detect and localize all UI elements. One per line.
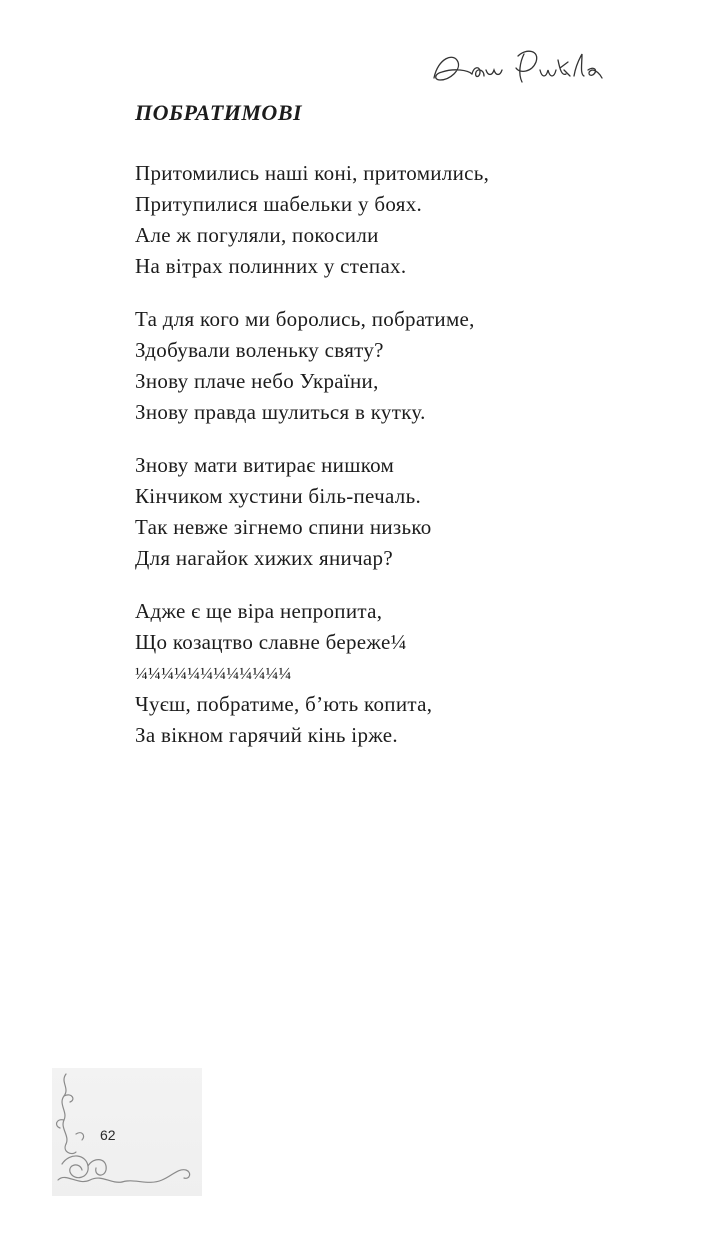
stanza-4 bbox=[135, 596, 489, 751]
poem-line: Для нагайок хижих яничар? bbox=[135, 546, 393, 570]
poem-line: Кінчиком хустини біль-печаль. bbox=[135, 484, 421, 508]
stanza-1 bbox=[135, 158, 489, 282]
poem-line: Знову мати витирає нишком bbox=[135, 453, 395, 477]
poem-line: Що козацтво славне береже¼ bbox=[135, 630, 407, 654]
poem-line: Чуєш, побратиме, б’ють копита, bbox=[135, 692, 433, 716]
poem-line: Так невже зігнемо спини низько bbox=[135, 515, 432, 539]
poem-line: Та для кого ми боролись, побратиме, bbox=[135, 307, 475, 331]
poem-line: За вікном гарячий кінь ірже. bbox=[135, 723, 398, 747]
stanza-3 bbox=[135, 450, 489, 574]
page-number: 62 bbox=[100, 1127, 116, 1143]
poem-line: Адже є ще віра непропита, bbox=[135, 599, 383, 623]
corner-ornament bbox=[52, 1068, 202, 1196]
flourish-icon bbox=[52, 1068, 202, 1196]
poem-line: На вітрах полинних у степах. bbox=[135, 254, 407, 278]
poem-line-placeholder: ¼¼¼¼¼¼¼¼¼¼¼¼ bbox=[135, 664, 292, 683]
author-signature bbox=[428, 40, 608, 96]
poem-body bbox=[135, 158, 489, 773]
poem-line: Але ж погуляли, покосили bbox=[135, 223, 379, 247]
poem-line: Здобували воленьку святу? bbox=[135, 338, 384, 362]
poem-line: Притупилися шабельки у боях. bbox=[135, 192, 423, 216]
poem-line: Знову плаче небо України, bbox=[135, 369, 379, 393]
poem-line: Знову правда шулиться в кутку. bbox=[135, 400, 426, 424]
stanza-2 bbox=[135, 304, 489, 428]
poem-title: ПОБРАТИМОВІ bbox=[135, 100, 303, 125]
poem-line: Притомились наші коні, притомились, bbox=[135, 161, 490, 185]
